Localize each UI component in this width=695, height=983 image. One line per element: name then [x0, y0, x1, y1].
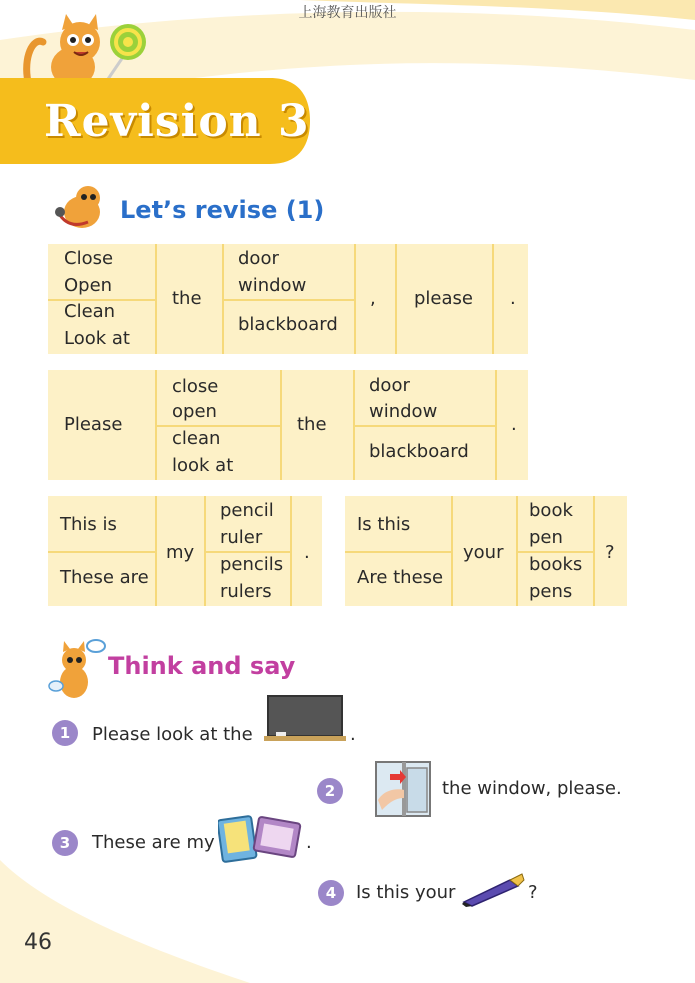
table3-word: rulers [220, 581, 272, 602]
table1-word: Close [64, 248, 114, 269]
pen-icon [460, 872, 526, 908]
item-4-text: Is this your [356, 882, 456, 903]
window-icon [374, 760, 432, 818]
section-title-lets-revise: Let’s revise (1) [120, 196, 325, 224]
table1-comma: , [370, 288, 376, 309]
page-title: Revision 3 [44, 96, 310, 147]
table1-word: blackboard [238, 314, 338, 335]
revise-table-3 [48, 496, 322, 606]
table1-stop: . [510, 288, 516, 309]
table4-qmark: ? [605, 542, 615, 563]
table2-word: Please [64, 414, 123, 435]
revise-table-2 [48, 370, 528, 480]
table4-word: pens [529, 581, 573, 602]
item-number-badge: 3 [52, 830, 78, 856]
item-number-badge: 2 [317, 778, 343, 804]
item-3-end: . [306, 832, 312, 853]
item-4-end: ? [528, 882, 538, 903]
table2-word: look at [172, 455, 234, 476]
table3-word: pencils [220, 554, 284, 575]
table4-word: Is this [357, 514, 411, 535]
item-1-text: Please look at the [92, 724, 253, 745]
table2-word: door [369, 375, 410, 396]
table1-word: Open [64, 275, 113, 296]
table3-word: This is [60, 514, 117, 535]
item-number-badge: 4 [318, 880, 344, 906]
table2-word: clean [172, 428, 221, 449]
table2-word: close [172, 376, 219, 397]
table2-word: window [369, 401, 438, 422]
table1-word: the [172, 288, 202, 309]
item-number-badge: 1 [52, 720, 78, 746]
blackboard-icon [262, 694, 348, 746]
item-3-text: These are my [92, 832, 215, 853]
table4-word: pen [529, 527, 563, 548]
publisher-name: 上海教育出版社 [298, 5, 397, 21]
revise-table-4 [345, 496, 627, 606]
books-icon [218, 812, 304, 864]
table2-word: blackboard [369, 441, 469, 462]
item-1-end: . [350, 724, 356, 745]
page-number: 46 [24, 930, 52, 955]
table3-stop: . [304, 542, 310, 563]
table3-word: These are [60, 567, 149, 588]
table2-word: the [297, 414, 327, 435]
corner-decoration [0, 860, 250, 983]
table1-word: door [238, 248, 279, 269]
table1-word: Clean [64, 301, 116, 322]
table4-word: books [529, 554, 583, 575]
table4-word: book [529, 500, 573, 521]
table3-word: my [166, 542, 195, 563]
table2-stop: . [511, 414, 517, 435]
table4-word: your [463, 542, 504, 563]
table3-word: ruler [220, 527, 263, 548]
table1-word: please [414, 288, 473, 309]
table3-word: pencil [220, 500, 274, 521]
table1-word: window [238, 275, 307, 296]
revise-table-1 [48, 244, 528, 354]
table1-word: Look at [64, 328, 130, 349]
cat-stethoscope-icon [48, 182, 116, 232]
table2-word: open [172, 401, 217, 422]
table4-word: Are these [357, 567, 444, 588]
item-2-text: the window, please. [442, 778, 622, 799]
section-title-think-and-say: Think and say [108, 652, 296, 680]
cat-thinking-icon [48, 638, 108, 702]
